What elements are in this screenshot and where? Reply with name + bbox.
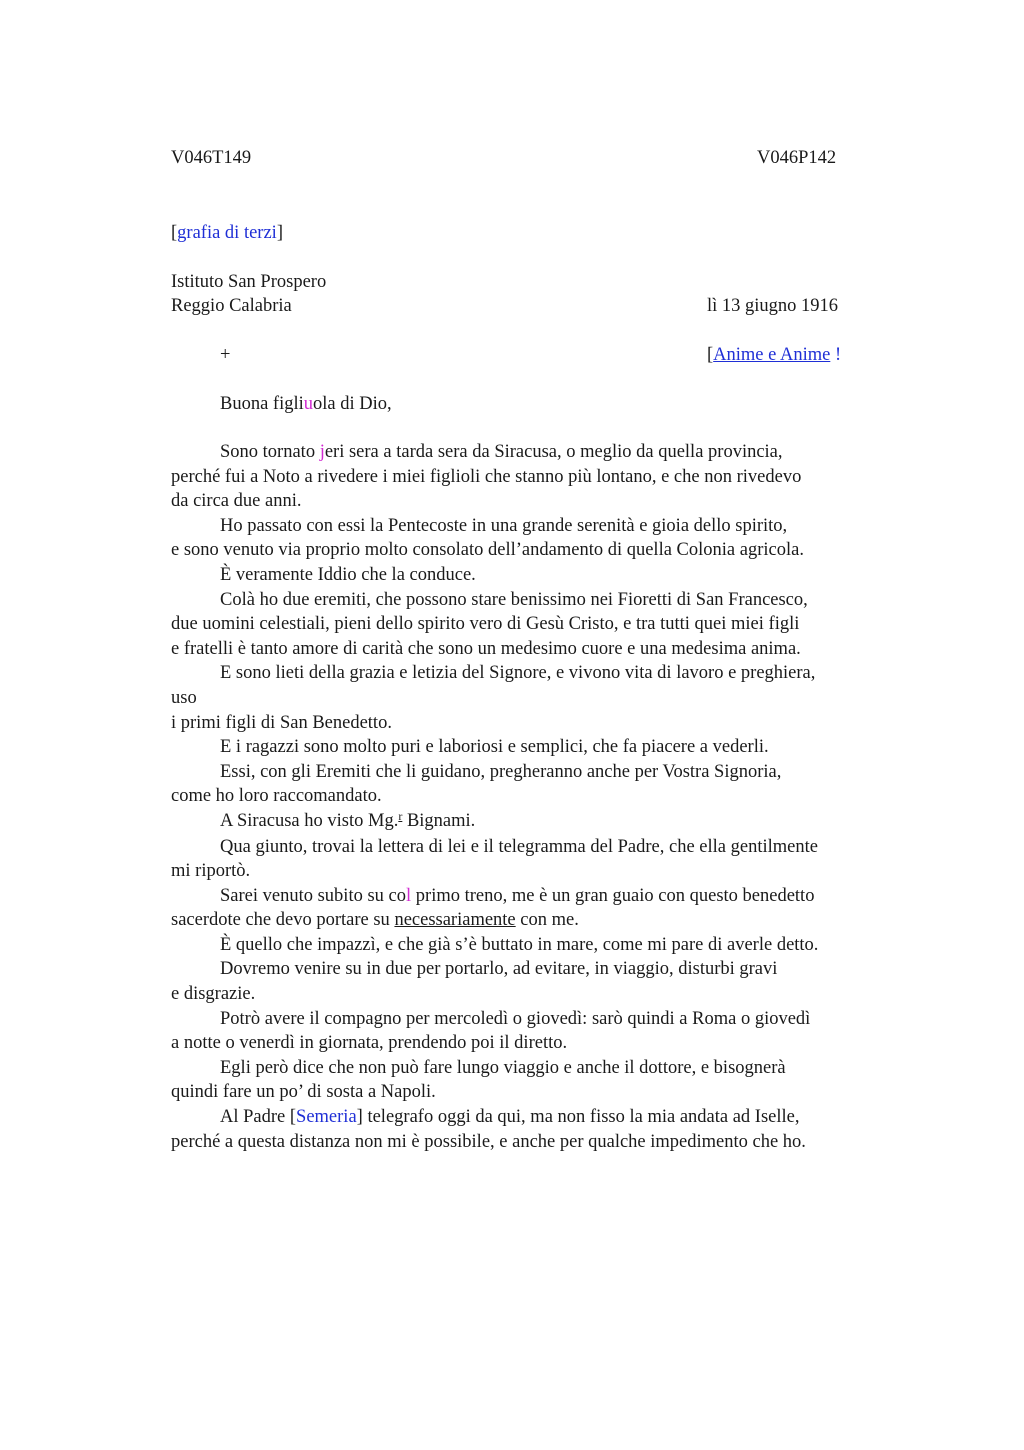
correction-mark: l <box>406 885 412 906</box>
document-code-left: V046T149 <box>171 148 252 168</box>
text-span: Sono tornato <box>220 442 320 462</box>
body-line: E sono lieti della grazia e letizia del Signore, e vivono vita di lavoro e preghiera, <box>220 663 816 684</box>
body-line: Essi, con gli Eremiti che li guidano, pregheranno anche per Vostra Signoria, <box>220 761 782 782</box>
body-line: e fratelli è tanto amore di carità che sono un medesimo cuore e una medesima anima. <box>171 638 801 659</box>
letter-date: lì 13 giugno 1916 <box>707 296 839 316</box>
body-line <box>171 908 891 933</box>
body-line: e disgrazie. <box>171 984 256 1005</box>
note-text: grafia di terzi <box>177 223 277 243</box>
cross-symbol: + <box>220 345 231 365</box>
body-line: Qua giunto, trovai la lettera di lei e il telegramma del Padre, che ella gentilmente <box>220 836 818 857</box>
text-span: con me. <box>515 910 579 931</box>
document-code-right: V046P142 <box>757 148 837 168</box>
editorial-note <box>171 221 283 245</box>
note-bracket-close: ] <box>276 223 283 243</box>
salutation-correction: u <box>303 394 314 414</box>
sender-line-1: Istituto San Prospero <box>171 272 327 292</box>
letter-body <box>171 440 891 1154</box>
reference-note <box>707 343 841 367</box>
body-line <box>171 440 891 465</box>
body-line <box>171 884 891 909</box>
text-span: primo treno, me è un gran guaio con questo benedetto <box>411 885 815 906</box>
salutation <box>220 392 392 416</box>
body-line: due uomini celestiali, pieni dello spirito vero di Gesù Cristo, e tra tutti quei miei figli <box>171 614 800 635</box>
body-line <box>171 1105 891 1130</box>
body-line: e sono venuto via proprio molto consolato dell’andamento di quella Colonia agricola. <box>171 540 804 561</box>
body-line: È veramente Iddio che la conduce. <box>220 564 476 585</box>
body-line: i primi figli di San Benedetto. <box>171 712 392 733</box>
body-line <box>171 809 891 835</box>
salutation-part: Buona figli <box>220 394 304 414</box>
body-line: Dovremo venire su in due per portarlo, ad evitare, in viaggio, disturbi gravi <box>220 959 778 980</box>
body-line: perché a questa distanza non mi è possibile, e anche per qualche impedimento che ho. <box>171 1131 806 1152</box>
text-span: Bignami. <box>402 810 476 831</box>
body-line: Colà ho due eremiti, che possono stare benissimo nei Fioretti di San Francesco, <box>220 589 808 610</box>
body-line: come ho loro raccomandato. <box>171 786 382 807</box>
body-line: Egli però dice che non può fare lungo viaggio e anche il dottore, e bisognerà <box>220 1057 786 1078</box>
body-line: E i ragazzi sono molto puri e laboriosi e semplici, che fa piacere a vederli. <box>220 737 769 758</box>
sender-line-2: Reggio Calabria <box>171 296 292 316</box>
body-line: perché fui a Noto a rivedere i miei figlioli che stanno più lontano, e che non rivedevo <box>171 466 802 487</box>
body-line: mi riportò. <box>171 861 251 882</box>
text-span: ] telegrafo oggi da qui, ma non fisso la mia andata ad Iselle, <box>356 1107 800 1128</box>
reference-link[interactable]: Anime e Anime <box>713 345 831 365</box>
text-span: A Siracusa ho visto Mg. <box>220 810 399 831</box>
correction-mark: j <box>319 442 325 462</box>
reference-bracket-close: ! <box>830 345 842 365</box>
text-span: Sarei venuto subito su co <box>220 885 407 906</box>
body-line: Potrò avere il compagno per mercoledì o giovedì: sarò quindi a Roma o giovedì <box>220 1008 811 1029</box>
text-span: eri sera a tarda sera da Siracusa, o meglio da quella provincia, <box>324 442 783 462</box>
body-line: da circa due anni. <box>171 491 302 512</box>
body-line: uso <box>171 687 197 708</box>
note-bracket-open: [ <box>171 223 178 243</box>
body-line: a notte o venerdì in giornata, prendendo poi il diretto. <box>171 1033 568 1054</box>
superscript: r <box>398 808 403 823</box>
body-line: È quello che impazzì, e che già s’è buttato in mare, come mi pare di averle detto. <box>220 934 819 955</box>
underlined-word: necessariamente <box>394 910 516 931</box>
editorial-name: Semeria <box>296 1107 357 1128</box>
text-span: Al Padre [ <box>220 1107 297 1128</box>
text-span: sacerdote che devo portare su <box>171 910 395 931</box>
body-line: Ho passato con essi la Pentecoste in una grande serenità e gioia dello spirito, <box>220 515 788 536</box>
body-line: quindi fare un po’ di sosta a Napoli. <box>171 1082 436 1103</box>
reference-bracket-open: [ <box>707 345 714 365</box>
salutation-part: ola di Dio, <box>313 394 392 414</box>
